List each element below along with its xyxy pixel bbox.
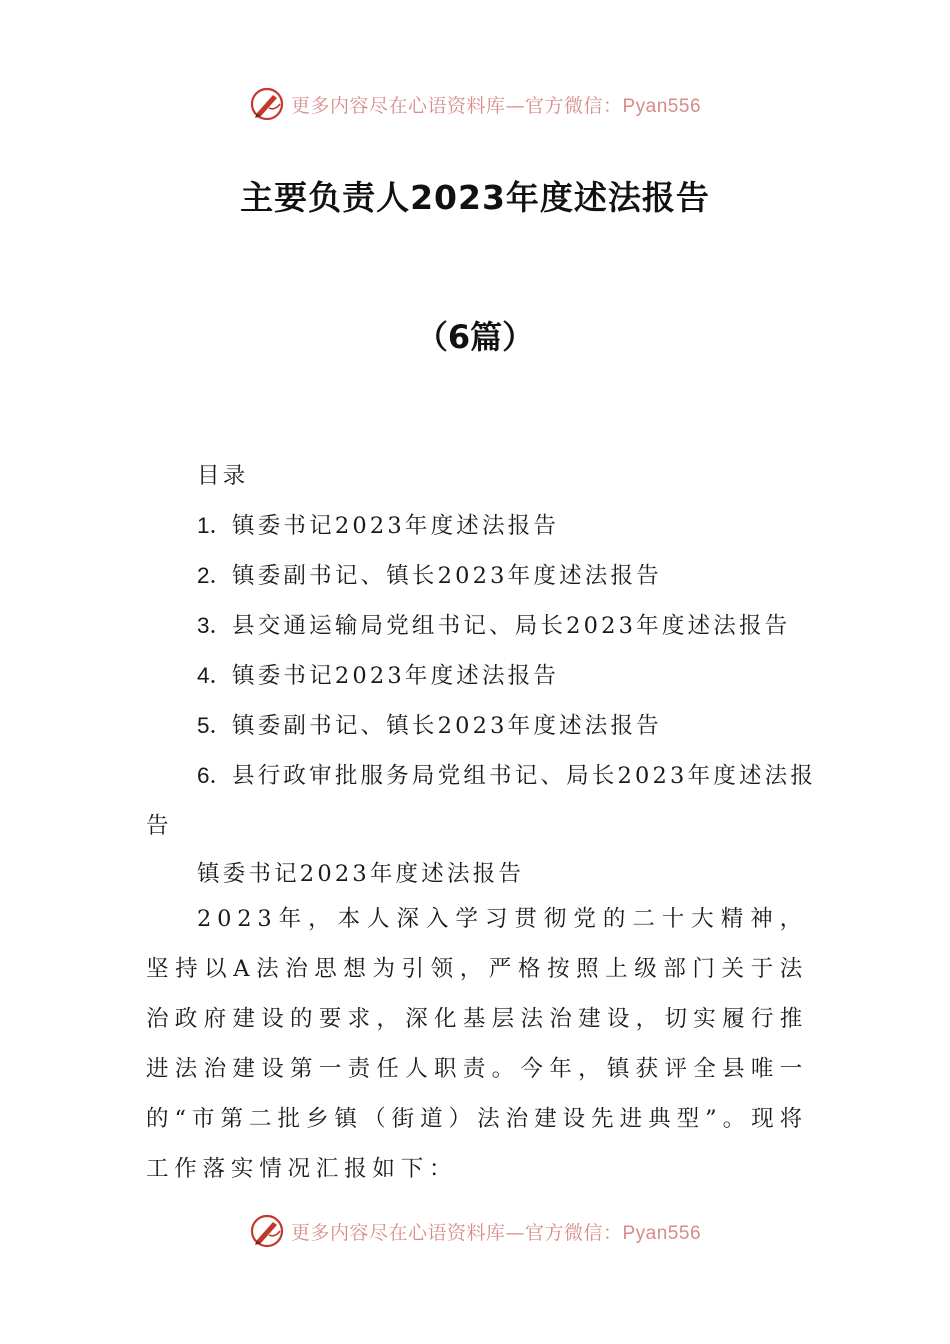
toc-item-5 [197, 708, 662, 740]
toc-item-text: 镇委书记2023年度述法报告 [232, 513, 560, 539]
toc-item-text: 县行政审批服务局党组书记、局长2023年度述法报 [232, 763, 817, 789]
toc-item-text: 镇委书记2023年度述法报告 [232, 663, 560, 689]
body-paragraph: 2023年，本人深入学习贯彻党的二十大精神，坚持以A法治思想为引领，严格按照上级部门关于法治政府建设的要求，深化基层法治建设，切实履行推进法治建设第一责任人职责。今年，镇获评全县唯一的“市第二批乡镇（街道）法治建设先进典型”。现将工作落实情况汇报如下： [146, 906, 808, 1182]
toc-heading: 目录 [197, 463, 249, 489]
pen-logo-icon [249, 86, 285, 122]
section-heading: 镇委书记2023年度述法报告 [197, 861, 525, 887]
toc-item-6 [197, 758, 816, 790]
pen-logo-icon [249, 1213, 285, 1249]
wechat-id: Pyan556 [622, 95, 702, 117]
toc-item-1 [197, 508, 559, 540]
toc-item-number: 3． [197, 613, 233, 638]
toc-item-text: 县交通运输局党组书记、局长2023年度述法报告 [232, 613, 791, 639]
document-title: 主要负责人2023年度述法报告 [240, 178, 710, 217]
toc-item-4 [197, 658, 559, 690]
toc-item-number: 6． [197, 763, 233, 788]
wechat-id: Pyan556 [622, 1222, 702, 1244]
watermark-text: 更多内容尽在心语资料库—官方微信：Pyan556 [290, 94, 702, 117]
toc-item-3 [197, 608, 790, 640]
toc-item-6-wrap: 告 [146, 813, 172, 839]
toc-item-text: 镇委副书记、镇长2023年度述法报告 [232, 563, 662, 589]
watermark-banner-bottom [0, 1211, 950, 1251]
toc-item-number: 2． [197, 563, 233, 588]
watermark-banner-top [0, 84, 950, 124]
document-subtitle: （6篇） [415, 318, 535, 356]
toc-item-number: 1． [197, 513, 233, 538]
toc-item-number: 5． [197, 713, 233, 738]
watermark-text: 更多内容尽在心语资料库—官方微信：Pyan556 [290, 1221, 702, 1244]
toc-item-2 [197, 558, 662, 590]
toc-item-number: 4． [197, 663, 233, 688]
toc-item-text: 镇委副书记、镇长2023年度述法报告 [232, 713, 662, 739]
